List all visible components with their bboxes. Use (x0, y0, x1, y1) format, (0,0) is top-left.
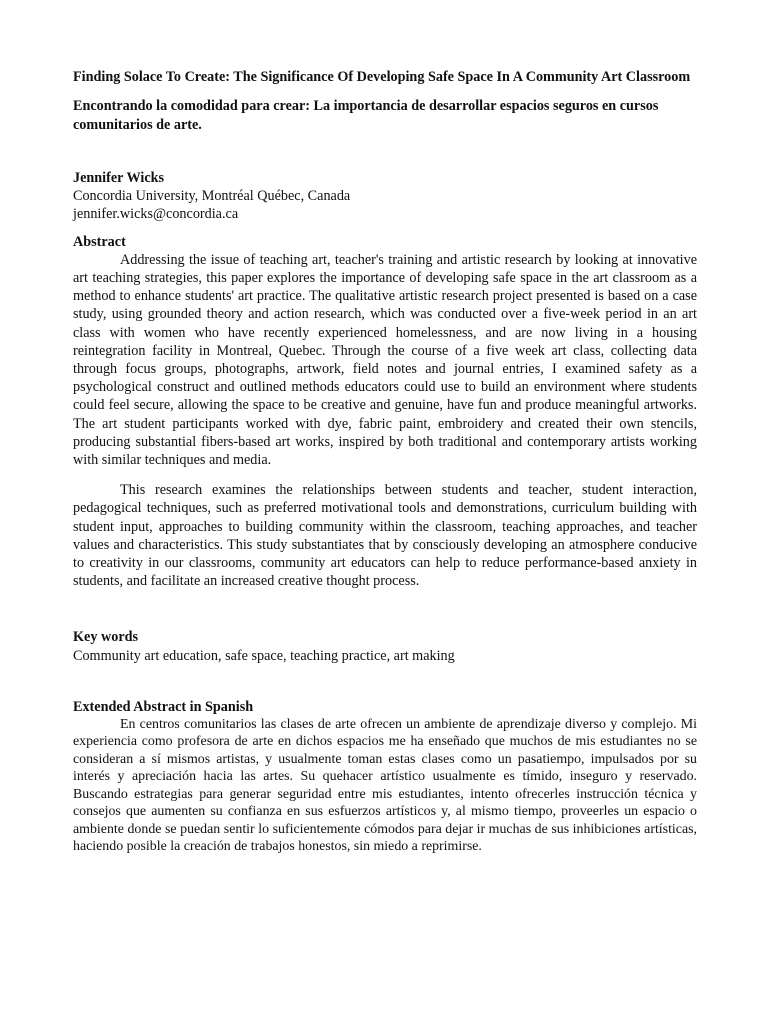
abstract-paragraph: Addressing the issue of teaching art, teacher's training and artistic research by looking at innovative art teaching strategies, this paper explores the importance of developing safe space in the art classroom as a method to enhance students' art practice. The qualitative artistic research project presented is based on a case study, using grounded theory and action research, which was conducted over a five-week period in an art class with women who have recently experienced homelessness, and are now living in a housing reintegration facility in Montreal, Quebec. Through the course of a five week art class, collecting data through focus groups, photographs, artwork, field notes and journal entries, I examined safety as a psychological construct and outlined methods educators could use to build an environment where students could feel secure, allowing the space to be creative and genuine, have fun and produce meaningful artworks. The art student participants worked with dye, fabric paint, embroidery and created their own stencils, producing substantial fibers-based art works, inspired by both traditional and contemporary artists working with similar techniques and media. (73, 251, 697, 469)
author-block (73, 169, 697, 224)
author-name: Jennifer Wicks (73, 170, 165, 186)
spanish-abstract-section (73, 698, 697, 855)
abstract-heading: Abstract (73, 233, 126, 250)
abstract-section (73, 233, 697, 591)
keywords-section (73, 628, 697, 664)
paper-title-spanish: Encontrando la comodidad para crear: La importancia de desarrollar espacios seguros en cursos comunitarios de arte. (73, 98, 659, 133)
paper-title: Finding Solace To Create: The Significance Of Developing Safe Space In A Community Art Classroom (73, 69, 691, 85)
keywords-heading: Key words (73, 629, 139, 646)
spanish-abstract-paragraph: En centros comunitarios las clases de arte ofrecen un ambiente de aprendizaje diverso y complejo. Mi experiencia como profesora de arte en dichos espacios me ha enseñado que muchos de mis estudiantes no se consideran a sí mismos artistas, y usualmente toman estas clases como un pasatiempo, impulsados por su interés y apreciación hacia las artes. Su quehacer artístico usualmente es tímido, inseguro y reservado. Buscando estrategias para generar seguridad entre mis estudiantes, intento ofrecerles instrucción técnica y consejos que aumenten su confianza en sus esfuerzos artísticos y, al mismo tiempo, proveerles un espacio o ambiente donde se puedan sentir lo suficientemente cómodos para dejar ir muchas de sus inhibiciones artísticas, haciendo posible la creación de trabajos honestos, sin miedo a reprimirse. (73, 717, 697, 854)
abstract-paragraph: This research examines the relationships between students and teacher, student interaction, pedagogical techniques, such as preferred motivational tools and demonstrations, curriculum building with student input, approaches to building community within the classroom, teaching approaches, and teacher values and characteristics. This study substantiates that by consciously developing an atmosphere conducive to creativity in our classrooms, community art educators can help to reduce performance-based anxiety in students, and facilitate an increased creative thought process. (73, 482, 697, 590)
author-email: jennifer.wicks@concordia.ca (73, 206, 239, 223)
paper-page (73, 68, 697, 855)
author-affiliation: Concordia University, Montréal Québec, Canada (73, 188, 351, 205)
spanish-abstract-heading: Extended Abstract in Spanish (73, 698, 254, 715)
keywords-text: Community art education, safe space, teaching practice, art making (73, 647, 455, 664)
